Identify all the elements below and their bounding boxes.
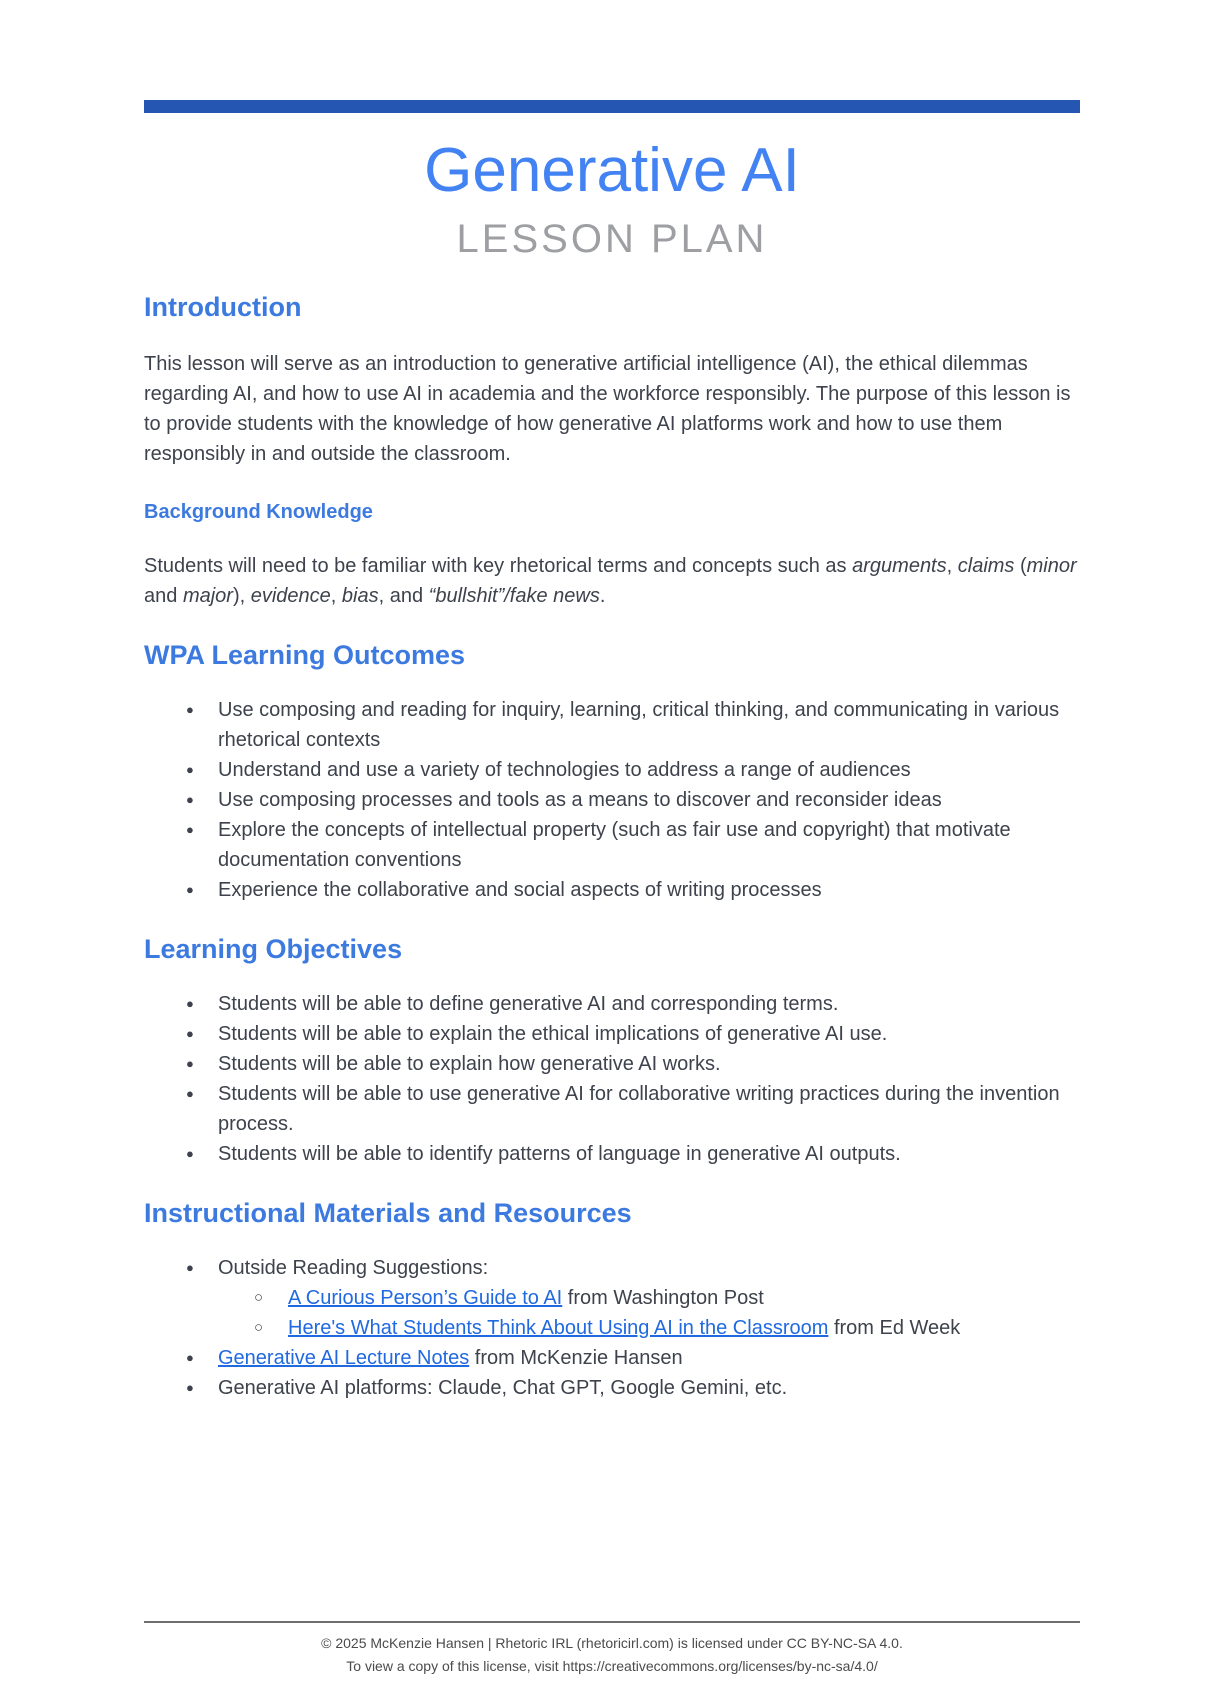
list-item: ● Generative AI platforms: Claude, Chat GPT, Google Gemini, etc. (144, 1373, 1080, 1403)
text-segment: , (946, 555, 958, 577)
footer-license-line-2: To view a copy of this license, visit https://creativecommons.org/licenses/by-nc-sa/4.0/ (346, 1658, 878, 1674)
background-knowledge-heading: Background Knowledge (144, 501, 373, 523)
link-students-think-ai-classroom[interactable]: Here's What Students Think About Using AI in the Classroom (288, 1317, 829, 1339)
text-segment: from Ed Week (828, 1317, 961, 1339)
section-introduction (144, 291, 1080, 611)
section-instructional-materials (144, 1197, 1080, 1403)
text-segment: Students will need to be familiar with key rhetorical terms and concepts such as (144, 555, 853, 577)
italic-term: “bullshit”/fake news (428, 585, 600, 607)
text-segment: and (144, 585, 183, 607)
italic-term: arguments (852, 555, 947, 577)
section-learning-objectives (144, 933, 1080, 1169)
list-item (144, 1283, 1080, 1313)
wpa-outcomes-list (144, 695, 1080, 905)
list-item: ● Students will be able to define generative AI and corresponding terms. (144, 989, 1080, 1019)
introduction-heading: Introduction (144, 292, 302, 322)
footer-divider (144, 1621, 1080, 1623)
list-item (144, 1253, 1080, 1283)
text-segment: , and (378, 585, 429, 607)
link-curious-persons-guide[interactable]: A Curious Person’s Guide to AI (288, 1287, 563, 1309)
introduction-paragraph: This lesson will serve as an introduction to generative artificial intelligence (AI), the ethical dilemmas regarding AI, and how to use AI in academia and the workforce responsibly. The purpose of this lesson is to provide students with the knowledge of how generative AI platforms work and how to use them responsibly in and outside the classroom. (144, 353, 1071, 465)
link-generative-ai-lecture-notes[interactable]: Generative AI Lecture Notes (218, 1347, 470, 1369)
italic-term: evidence (250, 585, 331, 607)
list-item: ● Experience the collaborative and social aspects of writing processes (144, 875, 1080, 905)
italic-term: major (182, 585, 233, 607)
text-segment: from McKenzie Hansen (469, 1347, 683, 1369)
page-content (0, 100, 1224, 1403)
learning-objectives-list (144, 989, 1080, 1169)
list-item: ● Students will be able to identify patterns of language in generative AI outputs. (144, 1139, 1080, 1169)
footer-license-line-1: © 2025 McKenzie Hansen | Rhetoric IRL (rhetoricirl.com) is licensed under CC BY-NC-SA 4.0. (321, 1635, 903, 1651)
list-item: ● Students will be able to use generative AI for collaborative writing practices during the invention process. (144, 1079, 1080, 1139)
wpa-learning-outcomes-heading: WPA Learning Outcomes (144, 640, 466, 670)
list-item: ● Understand and use a variety of technologies to address a range of audiences (144, 755, 1080, 785)
document-page (0, 100, 1224, 1684)
list-item: ● Use composing and reading for inquiry, learning, critical thinking, and communicating in various rhetorical contexts (144, 695, 1080, 755)
list-item: ● Students will be able to explain the ethical implications of generative AI use. (144, 1019, 1080, 1049)
page-footer (144, 1621, 1080, 1678)
accent-top-bar (144, 100, 1080, 113)
section-wpa-learning-outcomes (144, 639, 1080, 905)
text-segment: from Washington Post (562, 1287, 764, 1309)
italic-term: minor (1026, 555, 1077, 577)
instructional-materials-heading: Instructional Materials and Resources (144, 1198, 632, 1228)
materials-list (144, 1253, 1080, 1403)
italic-term: bias (341, 585, 379, 607)
text-segment: ), (232, 585, 251, 607)
list-item: ● Use composing processes and tools as a means to discover and reconsider ideas (144, 785, 1080, 815)
list-item (144, 1313, 1080, 1343)
text-segment: . (599, 585, 606, 607)
list-item (144, 1343, 1080, 1373)
text-segment: , (330, 585, 342, 607)
text-segment: ( (1014, 555, 1027, 577)
text-segment: Outside Reading Suggestions: (218, 1257, 489, 1279)
page-title: Generative AI (424, 136, 800, 205)
background-knowledge-paragraph (144, 551, 1080, 611)
list-item: ● Explore the concepts of intellectual property (such as fair use and copyright) that motivate documentation conventions (144, 815, 1080, 875)
list-item: ● Students will be able to explain how generative AI works. (144, 1049, 1080, 1079)
learning-objectives-heading: Learning Objectives (144, 934, 403, 964)
page-subtitle: LESSON PLAN (456, 217, 768, 261)
italic-term: claims (957, 555, 1015, 577)
